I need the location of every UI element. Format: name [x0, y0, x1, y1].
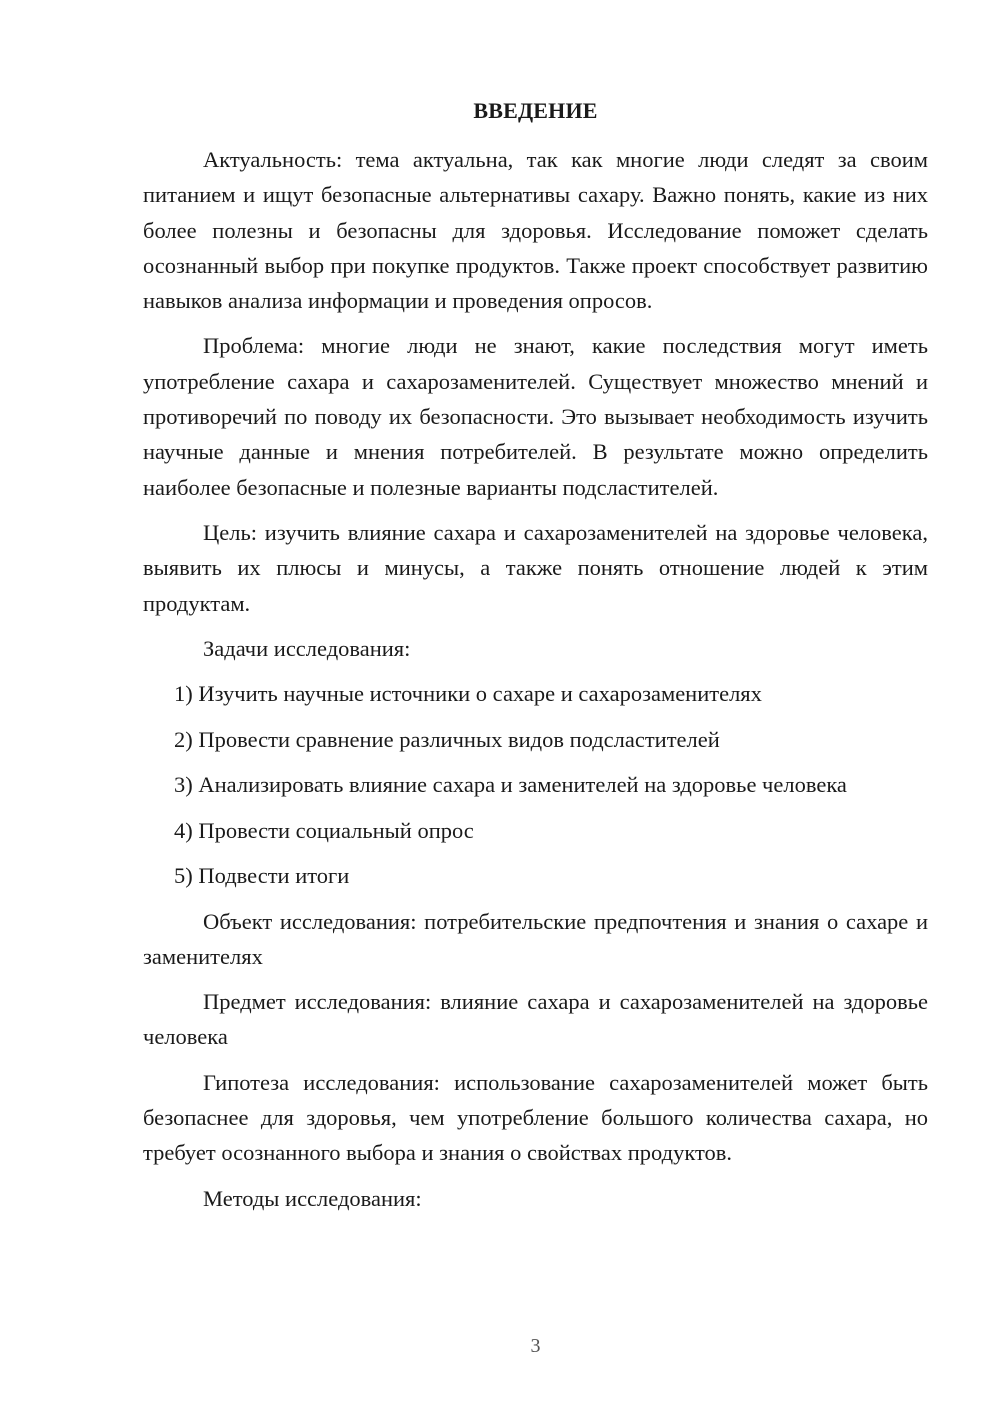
paragraph-relevance: Актуальность: тема актуальна, так как многие люди следят за своим питанием и ищут безопасные альтернативы сахару. Важно понять, какие из них более полезны и безопасны для здоровья. Исследование поможет сделать осознанный выбор при покупке продуктов. Также проект способствует развитию навыков анализа информации и проведения опросов. [143, 147, 928, 314]
section-title: ВВЕДЕНИЕ [473, 98, 598, 123]
task-item-3: 3) Анализировать влияние сахара и заменителей на здоровье человека [174, 772, 847, 798]
paragraph-subject: Предмет исследования: влияние сахара и сахарозаменителей на здоровье человека [143, 989, 928, 1050]
body-text [143, 142, 928, 1226]
task-item-4: 4) Провести социальный опрос [174, 817, 474, 843]
paragraph-problem: Проблема: многие люди не знают, какие последствия могут иметь употребление сахара и сахарозаменителей. Существует множество мнений и противоречий по поводу их безопасности. Это вызывает необходимость изучить научные данные и мнения потребителей. В результате можно определить наиболее безопасные и полезные варианты подсластителей. [143, 333, 928, 500]
paragraph-hypothesis: Гипотеза исследования: использование сахарозаменителей может быть безопаснее для здоровья, чем употребление большого количества сахара, но требует осознанного выбора и знания о свойствах продуктов. [143, 1069, 928, 1166]
task-item-2: 2) Провести сравнение различных видов подсластителей [174, 726, 720, 752]
task-item-5: 5) Подвести итоги [174, 863, 350, 889]
document-page [143, 0, 928, 1414]
methods-heading: Методы исследования: [203, 1185, 422, 1211]
paragraph-object: Объект исследования: потребительские предпочтения и знания о сахаре и заменителях [143, 908, 928, 969]
tasks-heading: Задачи исследования: [203, 635, 411, 661]
paragraph-goal: Цель: изучить влияние сахара и сахарозаменителей на здоровье человека, выявить их плюсы и минусы, а также понять отношение людей к этим продуктам. [143, 519, 928, 616]
page-number: 3 [530, 1335, 541, 1357]
task-item-1: 1) Изучить научные источники о сахаре и сахарозаменителях [174, 681, 762, 707]
